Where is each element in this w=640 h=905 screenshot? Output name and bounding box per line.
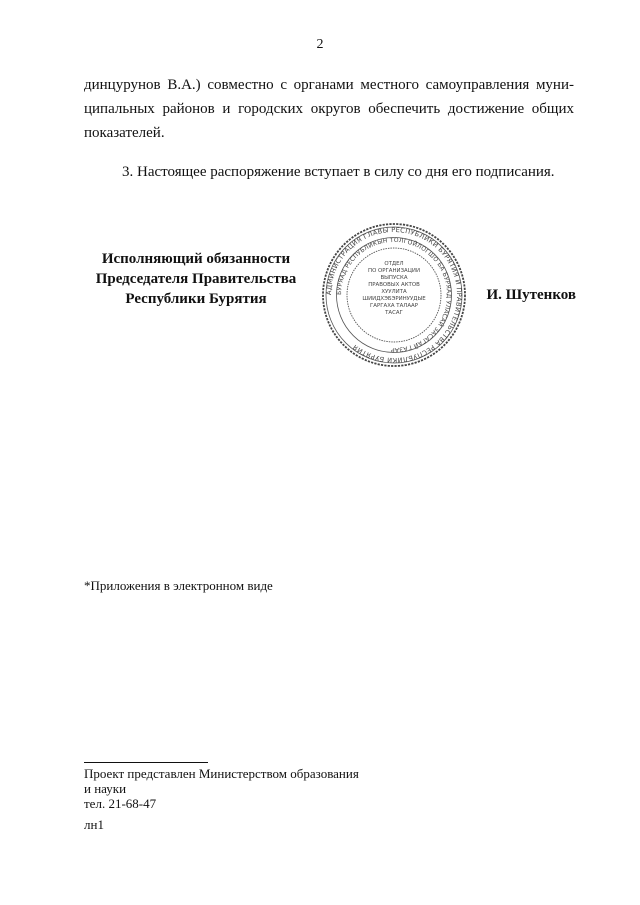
paragraph-effective-date: 3. Настоящее распоряжение вступает в силу со дня его подписания. xyxy=(122,164,555,180)
official-seal-stamp xyxy=(320,221,468,369)
stamp-center-line: ОТДЕЛ xyxy=(384,261,404,267)
stamp-center-line: ТАСАГ xyxy=(385,310,403,316)
paragraph-line: динцурунов В.А.) совместно с органами местного самоуправления муни- xyxy=(84,77,574,93)
footer-line: Проект представлен Министерством образования xyxy=(84,766,359,781)
footer-divider xyxy=(84,762,208,763)
signatory-title-line: Исполняющий обязанности xyxy=(101,251,291,267)
stamp-center-line: ШИИДХЭБЭРИНУУДЫЕ xyxy=(362,296,426,302)
footer-block xyxy=(84,766,384,832)
signatory-title-line: Председателя Правительства xyxy=(95,271,297,287)
stamp-center-line: ПО ОРГАНИЗАЦИИ xyxy=(368,268,420,274)
footer-line: и науки xyxy=(84,781,127,796)
stamp-center-line: ГАРГАХА ТАЛААР xyxy=(370,303,418,309)
paragraph-line: ципальных районов и городских округов обеспечить достижение общих xyxy=(84,101,574,117)
footer-code: лн1 xyxy=(84,817,104,832)
paragraph-continuation xyxy=(84,73,574,145)
applications-note: *Приложения в электронном виде xyxy=(84,578,273,593)
footer-line: тел. 21-68-47 xyxy=(84,796,157,811)
signatory-title-line: Республики Бурятия xyxy=(125,291,267,307)
stamp-inner-text: БУРЯАД РЕСПУБЛИКЫН ТОЛГОЙЛОГШО БА БУРЯАД УЛАСАЙ ЗАСАГАЙ ГАЗАР xyxy=(335,236,453,354)
stamp-center-line: ВЫПУСКА xyxy=(380,275,408,281)
signatory-title xyxy=(84,249,308,309)
stamp-center-line: ХУУЛИТА xyxy=(381,289,407,295)
stamp-center-line: ПРАВОВЫХ АКТОВ xyxy=(368,282,420,288)
signer-name: И. Шутенков xyxy=(486,287,576,303)
stamp-outer-text: АДМИНИСТРАЦИЯ ГЛАВЫ РЕСПУБЛИКИ БУРЯТИЯ И ПРАВИТЕЛЬСТВА РЕСПУБЛИКИ БУРЯТИЯ xyxy=(324,225,464,365)
page-number: 2 xyxy=(316,37,324,52)
paragraph-line: показателей. xyxy=(84,125,165,141)
